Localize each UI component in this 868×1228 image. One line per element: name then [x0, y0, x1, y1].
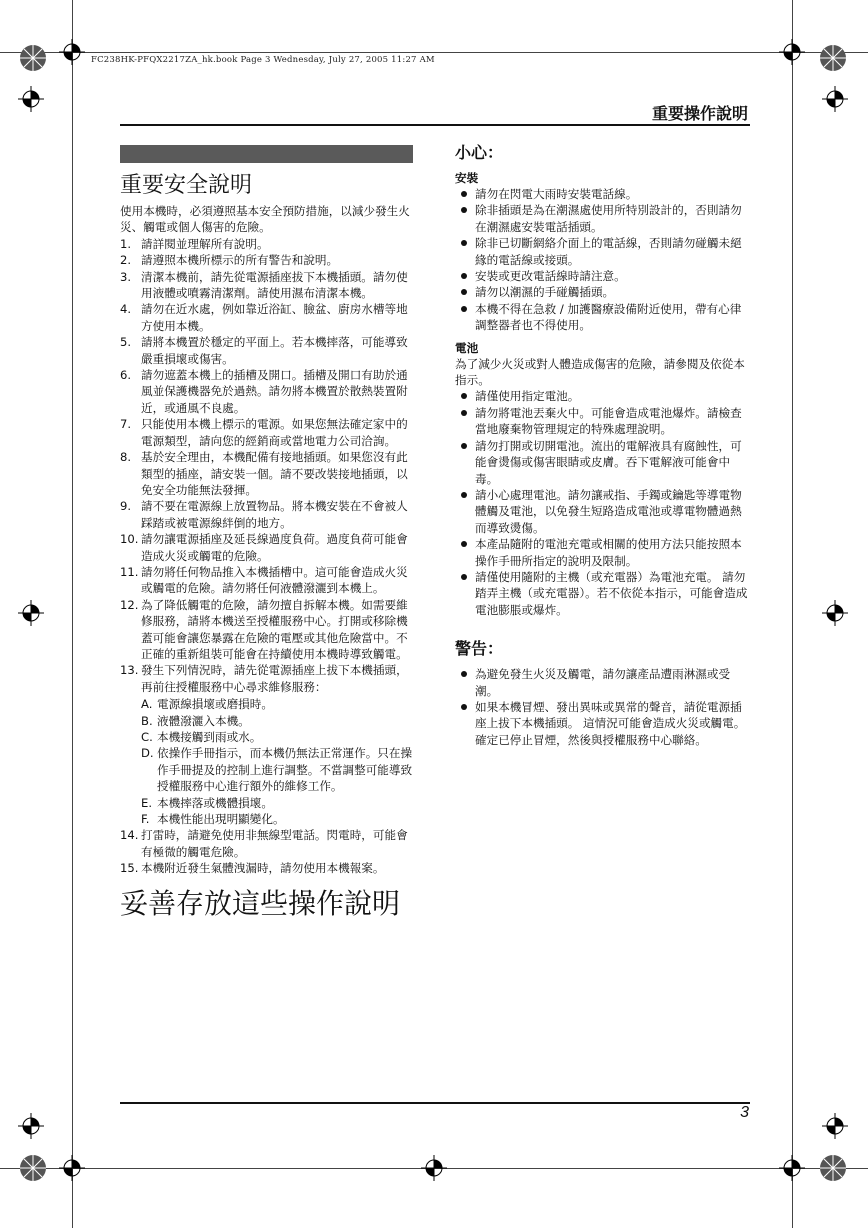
store-instructions-title: 妥善存放這些操作說明 [120, 886, 401, 920]
registration-mark-icon [813, 38, 853, 78]
battery-heading: 電池 [455, 340, 479, 355]
list-item: 10. 請勿讓電源插座及延長線過度負荷。過度負荷可能會造成火災或觸電的危險。 [120, 532, 408, 563]
list-item: 7. 只能使用本機上標示的電源。如果您無法確定家中的電源類型，請向您的經銷商或當地電力公司洽詢。 [120, 417, 408, 448]
list-item: 2. 請遵照本機所標示的所有警告和說明。 [120, 253, 339, 268]
bullet-item: 除非已切斷網絡介面上的電話線，否則請勿碰觸未絕緣的電話線或接頭。 [455, 235, 750, 268]
list-item: 13. 發生下列情況時，請先從電源插座上拔下本機插頭，再前往授權服務中心尋求維修服務： [120, 663, 408, 694]
safety-list-continued [120, 827, 413, 876]
list-item: 15. 本機附近發生氣體洩漏時，請勿使用本機報案。 [120, 861, 385, 876]
crosshair-target-icon [18, 86, 44, 112]
bullet-icon [461, 704, 467, 710]
bullet-icon [461, 191, 467, 197]
bullet-item: 安裝或更改電話線時請注意。 [455, 268, 750, 284]
list-item: 9. 請不要在電源線上放置物品。將本機安裝在不會被人踩踏或被電源線絆倒的地方。 [120, 499, 408, 530]
bullet-icon [461, 289, 467, 295]
crosshair-target-icon [779, 1155, 805, 1181]
crosshair-target-icon [421, 1155, 447, 1181]
sub-list-item: C. 本機接觸到雨或水。 [141, 730, 262, 744]
sub-list-item: F. 本機性能出現明顯變化。 [141, 812, 285, 827]
crosshair-target-icon [779, 39, 805, 65]
bullet-item: 除非插頭是為在潮濕處使用所特別設計的，否則請勿在潮濕處安裝電話插頭。 [455, 202, 750, 235]
bullet-icon [461, 492, 467, 498]
sub-list-item: B. 液體潑灑入本機。 [141, 713, 250, 728]
registration-mark-icon [13, 38, 53, 78]
bullet-item: 請僅使用隨附的主機（或充電器）為電池充電。 請勿踏弄主機（或充電器）。若不依從本指示，可能會造成電池膨脹或爆炸。 [455, 569, 750, 618]
battery-intro: 為了減少火災或對人體造成傷害的危險，請參閱及依從本指示。 [455, 356, 745, 388]
sub-list-item: D. 依操作手冊指示，而本機仍無法正常運作。只在操作手冊提及的控制上進行調整。不當調整可能導致授權服務中心進行額外的維修工作。 [141, 746, 413, 794]
section-bar [120, 145, 413, 163]
bullet-icon [461, 671, 467, 677]
page-number: 3 [740, 1104, 749, 1121]
bullet-icon [461, 306, 467, 312]
crosshair-target-icon [18, 600, 44, 626]
caution-title: 小心： [455, 143, 504, 162]
bullet-item: 本產品隨附的電池充電或相關的使用方法只能按照本操作手冊所指定的說明及限制。 [455, 536, 750, 569]
bullet-icon [461, 541, 467, 547]
crop-line [0, 52, 868, 53]
right-column [455, 142, 750, 748]
footer-rule [120, 1102, 750, 1104]
bullet-item: 請僅使用指定電池。 [455, 388, 750, 404]
bullet-item: 請勿打開或切開電池。流出的電解液具有腐蝕性，可能會燙傷或傷害眼睛或皮膚。吞下電解液可能會中毒。 [455, 438, 750, 487]
crosshair-target-icon [822, 86, 848, 112]
bullet-item: 請勿以潮濕的手碰觸插頭。 [455, 284, 750, 300]
list-item: 5. 請將本機置於穩定的平面上。若本機摔落，可能導致嚴重損壞或傷害。 [120, 335, 408, 366]
list-item: 4. 請勿在近水處，例如靠近浴缸、臉盆、廚房水槽等地方使用本機。 [120, 302, 408, 333]
battery-list [455, 388, 750, 618]
crosshair-target-icon [59, 39, 85, 65]
warning-list [455, 666, 750, 748]
book-info-slug: FC238HK-PFQX2217ZA_hk.book Page 3 Wednesday, July 27, 2005 11:27 AM [91, 55, 435, 65]
crop-line [792, 0, 793, 1228]
bullet-item: 請小心處理電池。請勿讓戒指、手鐲或鑰匙等導電物體觸及電池，以免發生短路造成電池或導電物體過熱而導致燙傷。 [455, 487, 750, 536]
list-item: 3. 清潔本機前，請先從電源插座拔下本機插頭。請勿使用液體或噴霧清潔劑。請使用濕布清潔本機。 [120, 269, 408, 301]
crosshair-target-icon [822, 600, 848, 626]
list-item: 14. 打雷時，請避免使用非無線型電話。閃電時，可能會有極微的觸電危險。 [120, 828, 408, 859]
bullet-item: 請勿在閃電大雨時安裝電話線。 [455, 186, 750, 202]
bullet-icon [461, 207, 467, 213]
crop-line [72, 0, 73, 1228]
safety-title: 重要安全說明 [120, 173, 253, 198]
header-rule [120, 124, 750, 126]
safety-sublist [120, 696, 413, 827]
crosshair-target-icon [18, 1113, 44, 1139]
list-item: 12. 為了降低觸電的危險，請勿擅自拆解本機。如需要維修服務，請將本機送至授權服務中心。打開或移除機蓋可能會讓您暴露在危險的電壓或其他危險當中。不正確的重新組裝可能會在持續使用本機時導致觸電。 [120, 597, 408, 661]
sub-list-item: A. 電源線損壞或磨損時。 [141, 697, 273, 712]
bullet-item: 請勿將電池丟棄火中。可能會造成電池爆炸。請檢查當地廢棄物管理規定的特殊處理說明。 [455, 405, 750, 438]
bullet-icon [461, 273, 467, 279]
warning-title: 警告： [455, 639, 504, 659]
bullet-item: 本機不得在急救 / 加護醫療設備附近使用，帶有心律調整器者也不得使用。 [455, 301, 750, 334]
left-column [120, 142, 413, 922]
bullet-icon [461, 443, 467, 449]
bullet-icon [461, 574, 467, 580]
install-list [455, 186, 750, 334]
registration-mark-icon [13, 1148, 53, 1188]
bullet-icon [461, 240, 467, 246]
bullet-item: 如果本機冒煙、發出異味或異常的聲音，請從電源插座上拔下本機插頭。 這情況可能會造成火災或觸電。 確定已停止冒煙，然後與授權服務中心聯絡。 [455, 699, 750, 748]
bullet-item: 為避免發生火災及觸電，請勿讓產品遭雨淋濕或受潮。 [455, 666, 750, 699]
bullet-icon [461, 393, 467, 399]
list-item: 8. 基於安全理由，本機配備有接地插頭。如果您沒有此類型的插座，請安裝一個。請不要改裝接地插頭，以免安全功能無法發揮。 [120, 450, 408, 497]
safety-list [120, 236, 413, 695]
registration-mark-icon [813, 1148, 853, 1188]
bullet-icon [461, 410, 467, 416]
page-header-title: 重要操作說明 [651, 104, 748, 123]
list-item: 1. 請詳閱並理解所有說明。 [120, 236, 269, 251]
list-item: 6. 請勿遮蓋本機上的插槽及開口。插槽及開口有助於通風並保護機器免於過熱。請勿將本機置於散熱裝置附近，或通風不良處。 [120, 368, 408, 415]
crosshair-target-icon [59, 1155, 85, 1181]
safety-intro: 使用本機時，必須遵照基本安全預防措施，以減少發生火災、觸電或個人傷害的危險。 [120, 204, 410, 235]
list-item: 11. 請勿將任何物品推入本機插槽中。這可能會造成火災或觸電的危險。請勿將任何液體潑灑到本機上。 [120, 564, 408, 596]
sub-list-item: E. 本機摔落或機體損壞。 [141, 795, 273, 810]
install-heading: 安裝 [455, 171, 479, 185]
crosshair-target-icon [822, 1113, 848, 1139]
